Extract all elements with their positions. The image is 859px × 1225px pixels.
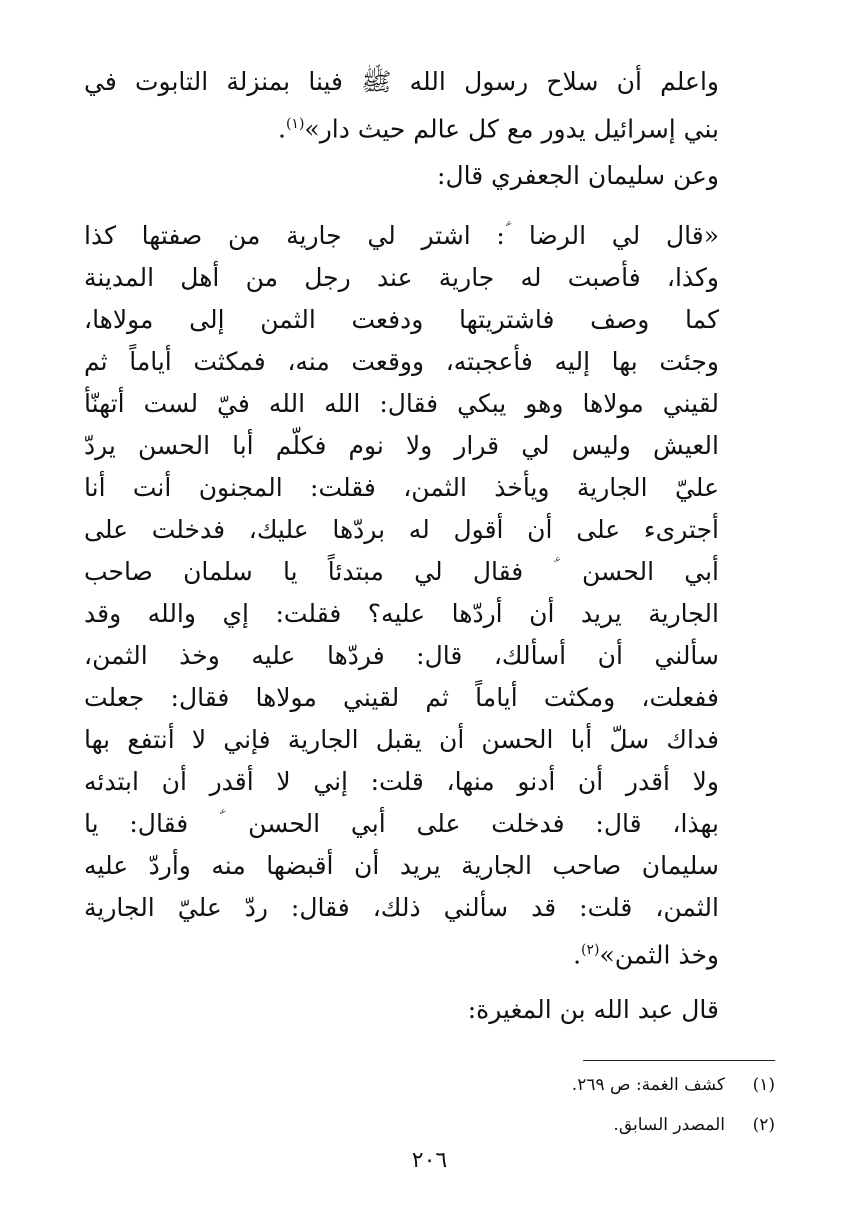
quote-line: «قال لي الرضا ؑ: اشتر لي جارية من صفتها كذا (84, 221, 719, 250)
quote-line: كما وصف فاشتريتها ودفعت الثمن إلى مولاها، (84, 305, 719, 334)
quote-line: الثمن، قلت: قد سألني ذلك، فقال: ردّ عليّ الجارية (84, 893, 719, 922)
quote-line: لقيني مولاها وهو يبكي فقال: الله الله فيّ لست أتهنّأ (84, 389, 719, 418)
paragraph1-line2 (278, 104, 719, 149)
quote-line: سليمان صاحب الجارية يريد أن أقبضها منه وأردّ عليه (84, 851, 719, 880)
paragraph1-line2-text: بني إسرائيل يدور مع كل عالم حيث دار» (304, 114, 719, 144)
intro-suleiman: وعن سليمان الجعفري قال: (437, 161, 719, 190)
footnote-2-text: المصدر السابق. (613, 1115, 725, 1135)
footnote-1-text: كشف الغمة: ص ٢٦٩. (571, 1075, 725, 1095)
quote-line: الجارية يريد أن أردّها عليه؟ فقلت: إي والله وقد (84, 599, 719, 628)
quote-last-text: وخذ الثمن» (599, 940, 719, 970)
footnote-2-number: (٢) (752, 1115, 775, 1135)
quote-line: ففعلت، ومكثت أياماً ثم لقيني مولاها فقال: جعلت (84, 683, 719, 712)
paragraph1-line1: واعلم أن سلاح رسول الله ﷺ فينا بمنزلة التابوت في (84, 67, 719, 96)
footnote-2 (613, 1112, 775, 1138)
quote-last-line (573, 930, 719, 975)
footnote-divider (583, 1060, 775, 1061)
footnote-marker-2: (٢) (581, 942, 600, 958)
quote-line: وجئت بها إليه فأعجبته، ووقعت منه، فمكثت أياماً ثم (84, 347, 719, 376)
quote-line: العيش وليس لي قرار ولا نوم فكلّم أبا الحسن يردّ (84, 431, 719, 460)
footnote-1-number: (١) (752, 1075, 775, 1095)
quote-line: ولا أقدر أن أدنو منها، قلت: إني لا أقدر أن ابتدئه (84, 767, 719, 796)
footnote-1 (572, 1072, 775, 1098)
footnote-marker-1: (١) (285, 116, 305, 132)
quote-line: وكذا، فأصبت له جارية عند رجل من أهل المدينة (84, 263, 719, 292)
quote-line: فداك سلّ أبا الحسن أن يقبل الجارية فإني لا أنتفع بها (84, 725, 719, 754)
quote-last-end: . (573, 940, 582, 970)
quote-line: عليّ الجارية ويأخذ الثمن، فقلت: المجنون أنت أنا (84, 473, 719, 502)
quote-line: أجترىء على أن أقول له بردّها عليك، فدخلت على (84, 515, 719, 544)
quote-line: سألني أن أسألك، قال: فردّها عليه وخذ الثمن، (84, 641, 719, 670)
paragraph1-line2-end: . (278, 114, 286, 144)
page-number: ٢٠٦ (411, 1148, 448, 1173)
quote-line: بهذا، قال: فدخلت على أبي الحسن ؑ فقال: يا (84, 809, 719, 838)
quote-line: أبي الحسن ؑ فقال لي مبتدئاً يا سلمان صاحب (84, 557, 719, 586)
intro-abdullah: قال عبد الله بن المغيرة: (467, 995, 719, 1024)
